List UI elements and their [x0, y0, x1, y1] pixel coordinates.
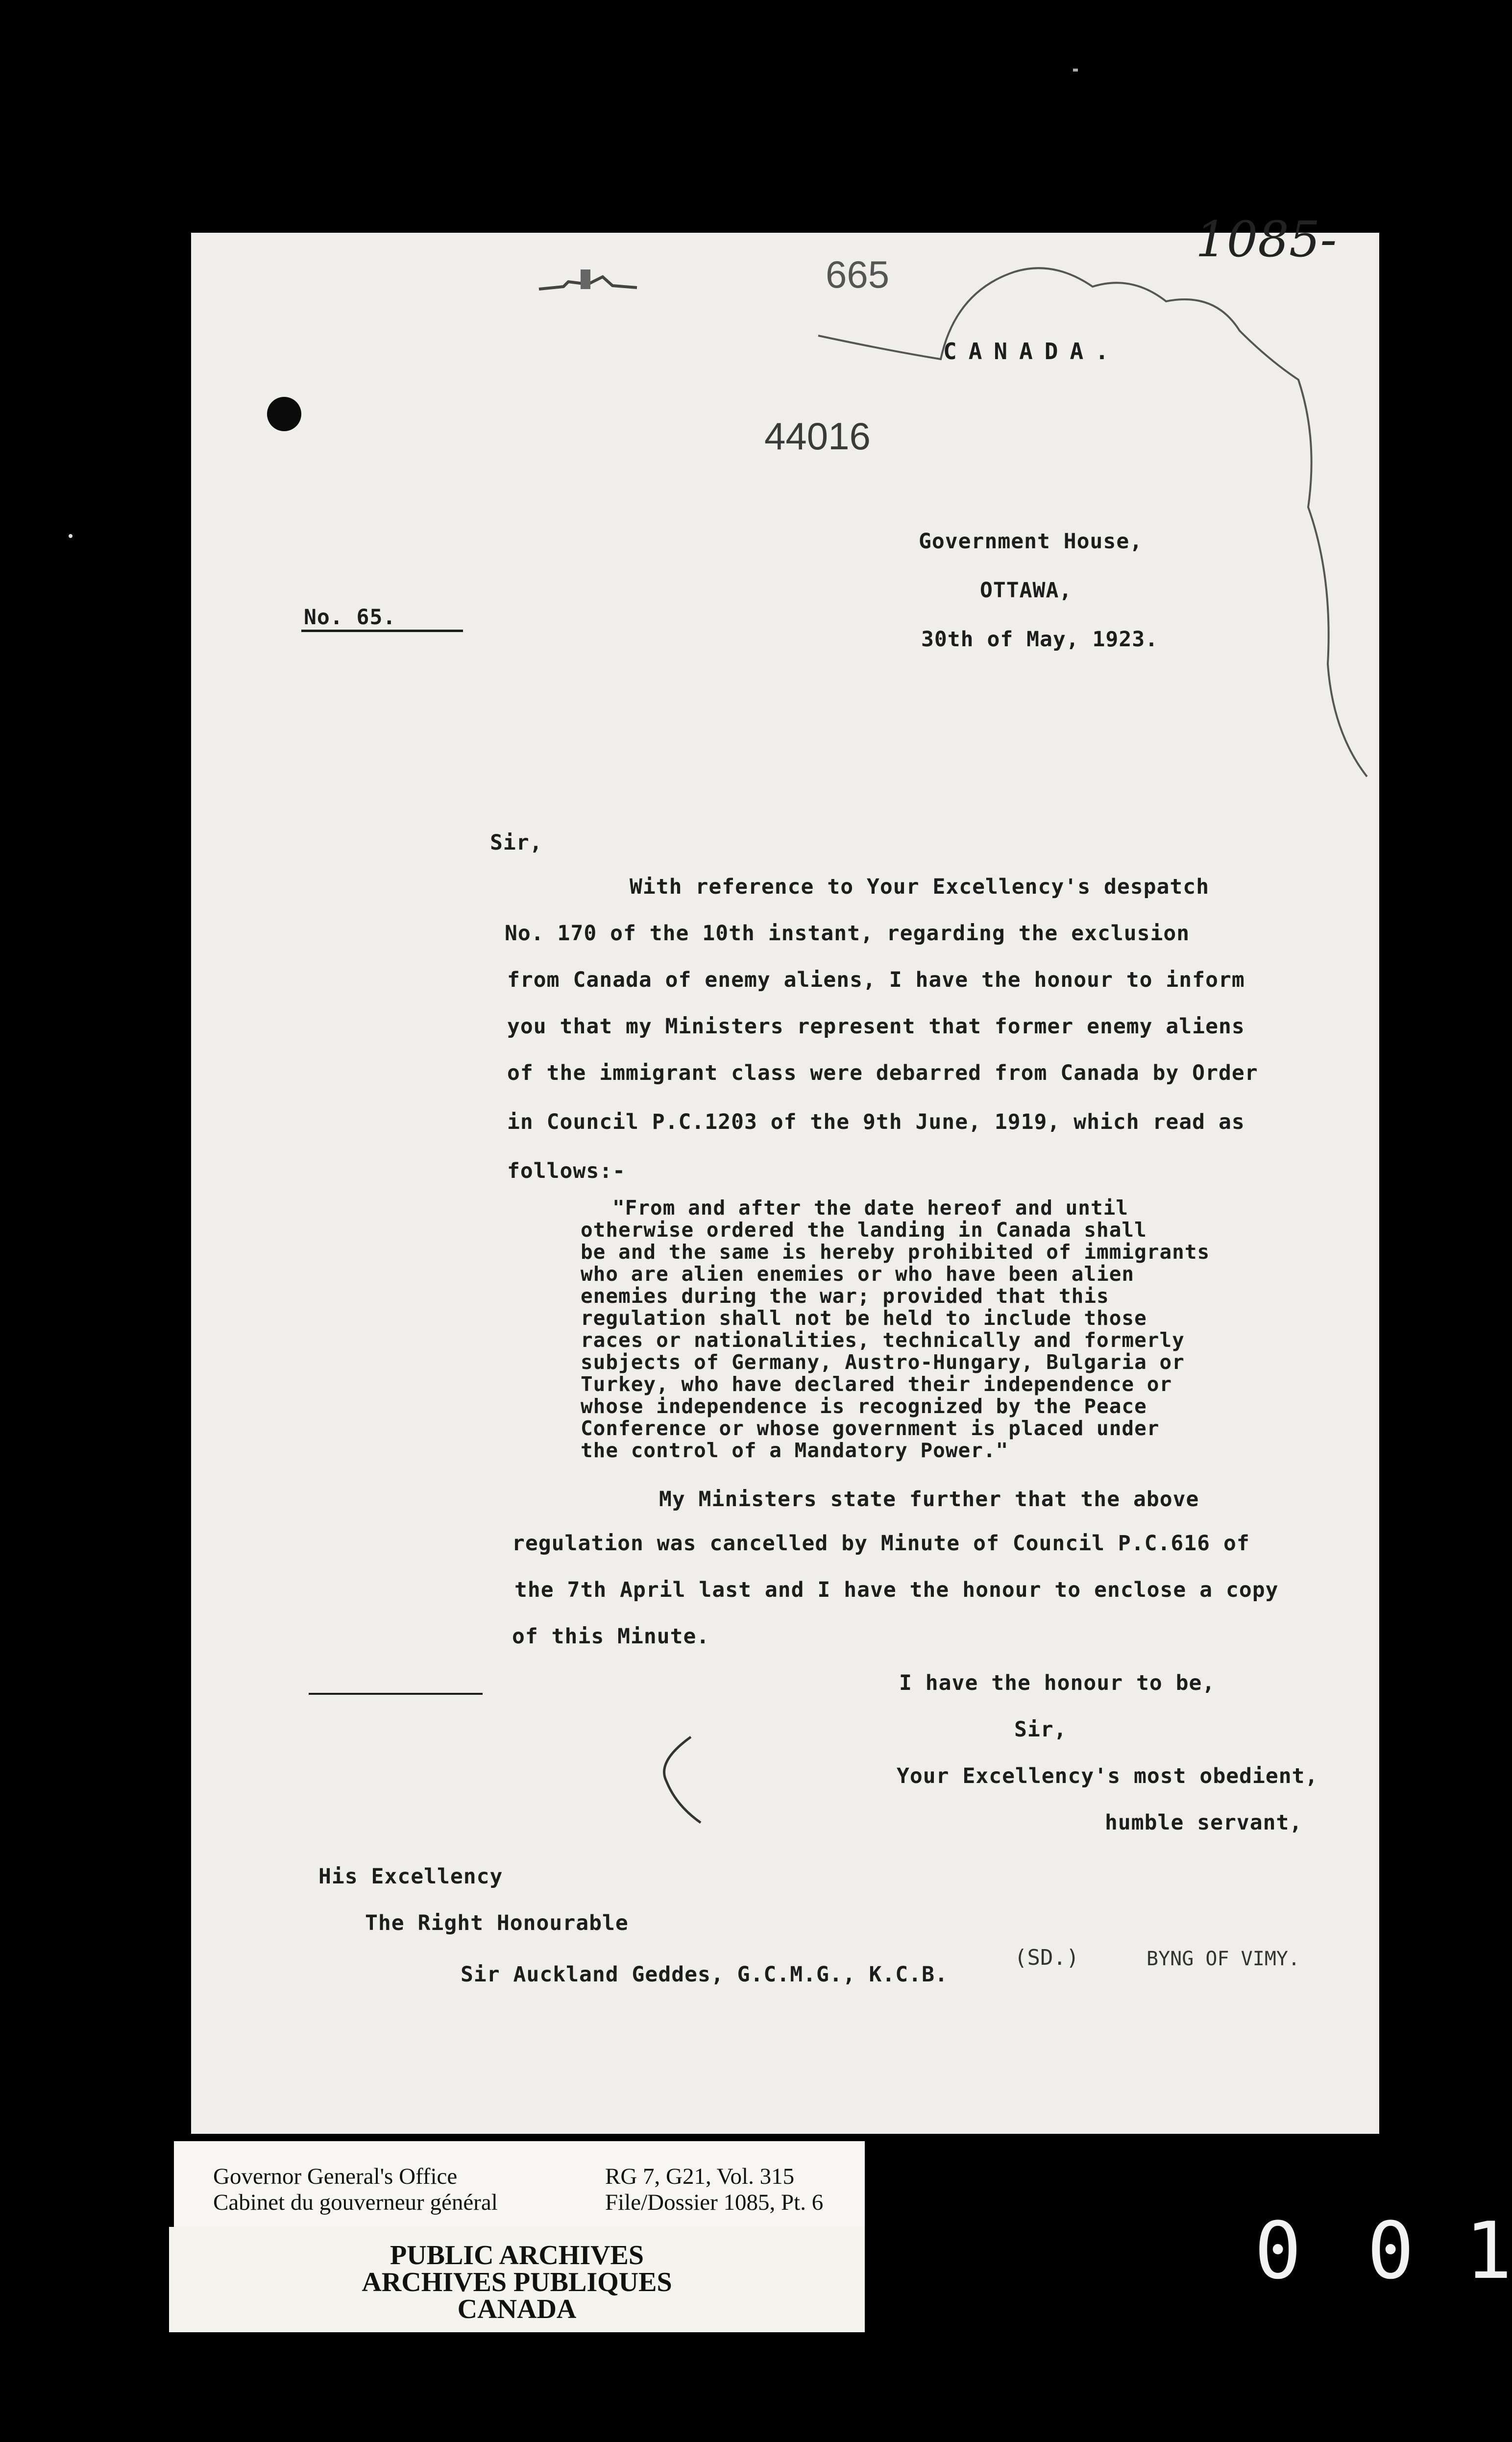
address-line-1: Government House,: [919, 529, 1143, 554]
archives-fr: ARCHIVES PUBLIQUES: [362, 2267, 672, 2297]
archives-en: PUBLIC ARCHIVES: [390, 2240, 644, 2271]
document-page: [191, 211, 1379, 2134]
stamp-number: 665: [826, 253, 890, 296]
paragraph-2-line: of this Minute.: [512, 1624, 710, 1649]
archives-country: CANADA: [457, 2294, 577, 2324]
film-scratch: [1073, 69, 1078, 72]
frame-digit: 0: [1254, 2205, 1302, 2296]
paragraph-1-line: in Council P.C.1203 of the 9th June, 1919, which read as: [507, 1110, 1245, 1134]
office-en: Governor General's Office: [213, 2164, 458, 2189]
closing-line: I have the honour to be,: [899, 1671, 1216, 1695]
paragraph-1-line: from Canada of enemy aliens, I have the honour to inform: [507, 968, 1245, 992]
letter-date: 30th of May, 1923.: [921, 627, 1158, 652]
quotation-line: subjects of Germany, Austro-Hungary, Bulgaria or: [581, 1350, 1185, 1374]
quotation-line: "From and after the date hereof and until: [612, 1196, 1129, 1220]
archive-file: File/Dossier 1085, Pt. 6: [605, 2190, 824, 2215]
paragraph-1-line: No. 170 of the 10th instant, regarding the exclusion: [505, 921, 1190, 946]
handwritten-file-reference: 1085-: [1195, 211, 1337, 268]
closing-line: Your Excellency's most obedient,: [897, 1764, 1318, 1788]
quotation-line: who are alien enemies or who have been alien: [581, 1262, 1135, 1286]
quotation-line: the control of a Mandatory Power.": [581, 1439, 1009, 1462]
paragraph-1-line: With reference to Your Excellency's despatch: [630, 875, 1210, 899]
despatch-number: No. 65.: [304, 605, 396, 630]
addressee-line: Sir Auckland Geddes, G.C.M.G., K.C.B.: [461, 1962, 948, 1987]
signature-prefix: (SD.): [1014, 1945, 1079, 1970]
quotation-line: Turkey, who have declared their independence or: [581, 1372, 1172, 1396]
pencil-tick: [647, 1732, 715, 1830]
film-scratch: [69, 534, 73, 538]
faint-stamp-mark: [534, 262, 642, 301]
frame-digit: 1: [1465, 2205, 1512, 2296]
despatch-underline: [301, 630, 463, 632]
closing-line: Sir,: [1014, 1717, 1067, 1742]
office-fr: Cabinet du gouverneur général: [213, 2190, 498, 2215]
quotation-line: be and the same is hereby prohibited of immigrants: [581, 1240, 1210, 1264]
address-line-2: OTTAWA,: [980, 578, 1073, 603]
paragraph-1-line: of the immigrant class were debarred from Canada by Order: [507, 1061, 1258, 1085]
closing-line: humble servant,: [1105, 1810, 1303, 1835]
quotation-line: whose independence is recognized by the Peace: [581, 1394, 1147, 1418]
ink-blot: [267, 397, 301, 431]
pencil-stroke: [191, 233, 1379, 781]
quotation-line: regulation shall not be held to include those: [581, 1306, 1147, 1330]
letterhead-country: CANADA.: [943, 338, 1121, 365]
margin-rule: [309, 1693, 483, 1695]
frame-digit: 0: [1367, 2205, 1414, 2296]
quotation-line: races or nationalities, technically and formerly: [581, 1328, 1185, 1352]
salutation: Sir,: [490, 830, 543, 855]
quotation-line: enemies during the war; provided that this: [581, 1284, 1109, 1308]
register-number: 44016: [764, 415, 871, 458]
addressee-line: His Excellency: [318, 1864, 503, 1889]
archive-label-lower: [169, 2227, 865, 2332]
quotation-line: otherwise ordered the landing in Canada shall: [581, 1218, 1147, 1242]
paragraph-1-line: follows:-: [507, 1159, 626, 1183]
paragraph-2-line: the 7th April last and I have the honour to enclose a copy: [514, 1578, 1279, 1602]
quotation-line: Conference or whose government is placed under: [581, 1416, 1160, 1440]
paragraph-1-line: you that my Ministers represent that former enemy aliens: [507, 1014, 1245, 1039]
paragraph-2-line: regulation was cancelled by Minute of Council P.C.616 of: [512, 1531, 1250, 1556]
paragraph-2-line: My Ministers state further that the above: [659, 1487, 1199, 1512]
signature-name: BYNG OF VIMY.: [1146, 1948, 1300, 1970]
archive-reference: RG 7, G21, Vol. 315: [605, 2164, 795, 2189]
archive-label-upper: [174, 2141, 865, 2229]
addressee-line: The Right Honourable: [365, 1911, 629, 1935]
